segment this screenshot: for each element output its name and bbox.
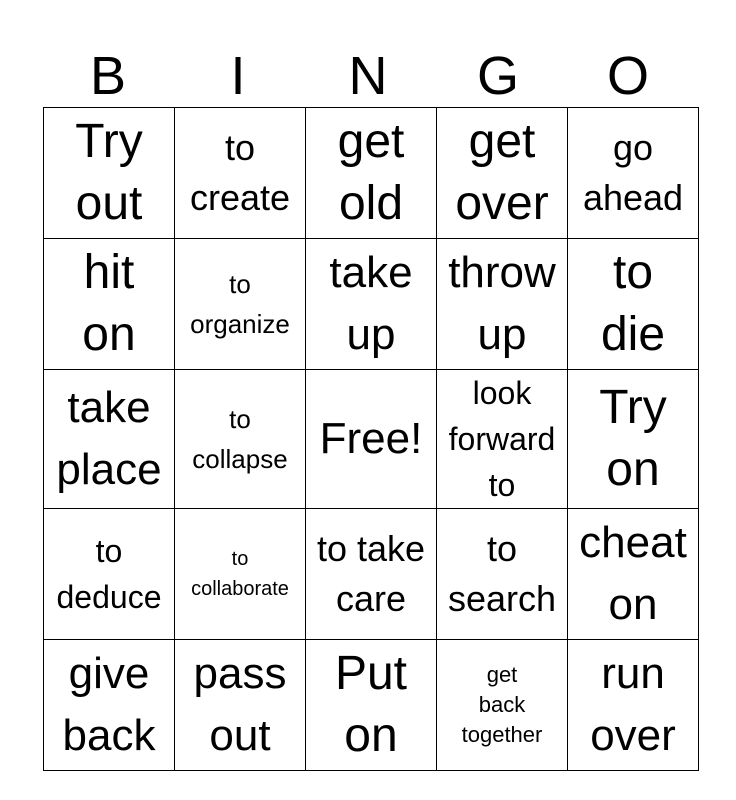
bingo-cell[interactable] [568, 509, 699, 640]
header-letter-b: B [89, 46, 127, 106]
bingo-cell-text: get back together [461, 662, 543, 747]
bingo-cell[interactable] [175, 108, 306, 239]
bingo-cell[interactable] [568, 640, 699, 771]
header-letter-n: N [348, 46, 388, 106]
bingo-cell-text: to collapse [192, 404, 288, 474]
bingo-grid [43, 107, 699, 771]
bingo-cell[interactable] [175, 640, 306, 771]
bingo-cell-text: to collaborate [191, 548, 289, 600]
bingo-row [44, 509, 699, 640]
bingo-cell-text: Free! [319, 414, 423, 463]
bingo-cell-text: pass out [193, 649, 287, 760]
bingo-cell[interactable] [568, 108, 699, 239]
bingo-cell[interactable] [437, 370, 568, 509]
bingo-cell[interactable] [44, 108, 175, 239]
bingo-cell[interactable] [175, 370, 306, 509]
bingo-cell-text: give back [62, 649, 156, 760]
bingo-cell-text: look forward to [448, 375, 556, 503]
bingo-cell[interactable] [44, 509, 175, 640]
bingo-cell-text: to die [600, 246, 666, 361]
bingo-cell-text: take up [329, 248, 413, 359]
bingo-cell[interactable] [437, 640, 568, 771]
bingo-cell[interactable] [306, 509, 437, 640]
bingo-cell-text: to search [447, 528, 557, 619]
bingo-cell[interactable] [437, 239, 568, 370]
bingo-cell[interactable] [306, 239, 437, 370]
bingo-cell-text: get over [455, 115, 549, 230]
bingo-cell-text: hit on [82, 246, 136, 361]
bingo-cell[interactable] [44, 640, 175, 771]
bingo-cell[interactable] [437, 509, 568, 640]
bingo-cell-text: get old [337, 115, 405, 230]
bingo-cell[interactable] [437, 108, 568, 239]
bingo-cell-text: throw up [448, 248, 556, 359]
bingo-cell[interactable] [306, 640, 437, 771]
bingo-cell-text: run over [590, 649, 676, 760]
bingo-row [44, 370, 699, 509]
bingo-cell-text: Try on [599, 381, 667, 496]
bingo-cell-text: go ahead [582, 127, 684, 218]
bingo-cell[interactable] [568, 370, 699, 509]
bingo-cell[interactable] [175, 239, 306, 370]
bingo-cell[interactable] [306, 370, 437, 509]
bingo-header [43, 44, 693, 108]
bingo-cell-text: to deduce [56, 533, 162, 615]
bingo-row [44, 239, 699, 370]
bingo-cell-text: Try out [75, 115, 143, 230]
bingo-cell[interactable] [44, 370, 175, 509]
bingo-cell-text: take place [56, 383, 162, 494]
bingo-cell[interactable] [568, 239, 699, 370]
bingo-row [44, 640, 699, 771]
bingo-cell-text: to take care [316, 528, 426, 619]
header-letter-g: G [476, 46, 519, 106]
bingo-row [44, 108, 699, 239]
bingo-cell[interactable] [175, 509, 306, 640]
header-letter-i: I [230, 46, 246, 106]
header-letter-o: O [606, 46, 649, 106]
bingo-cell-text: to create [189, 127, 291, 218]
bingo-cell-text: to organize [190, 269, 290, 339]
bingo-cell[interactable] [306, 108, 437, 239]
bingo-cell-text: Put on [334, 647, 408, 762]
bingo-cell-text: cheat on [579, 518, 687, 629]
bingo-cell[interactable] [44, 239, 175, 370]
